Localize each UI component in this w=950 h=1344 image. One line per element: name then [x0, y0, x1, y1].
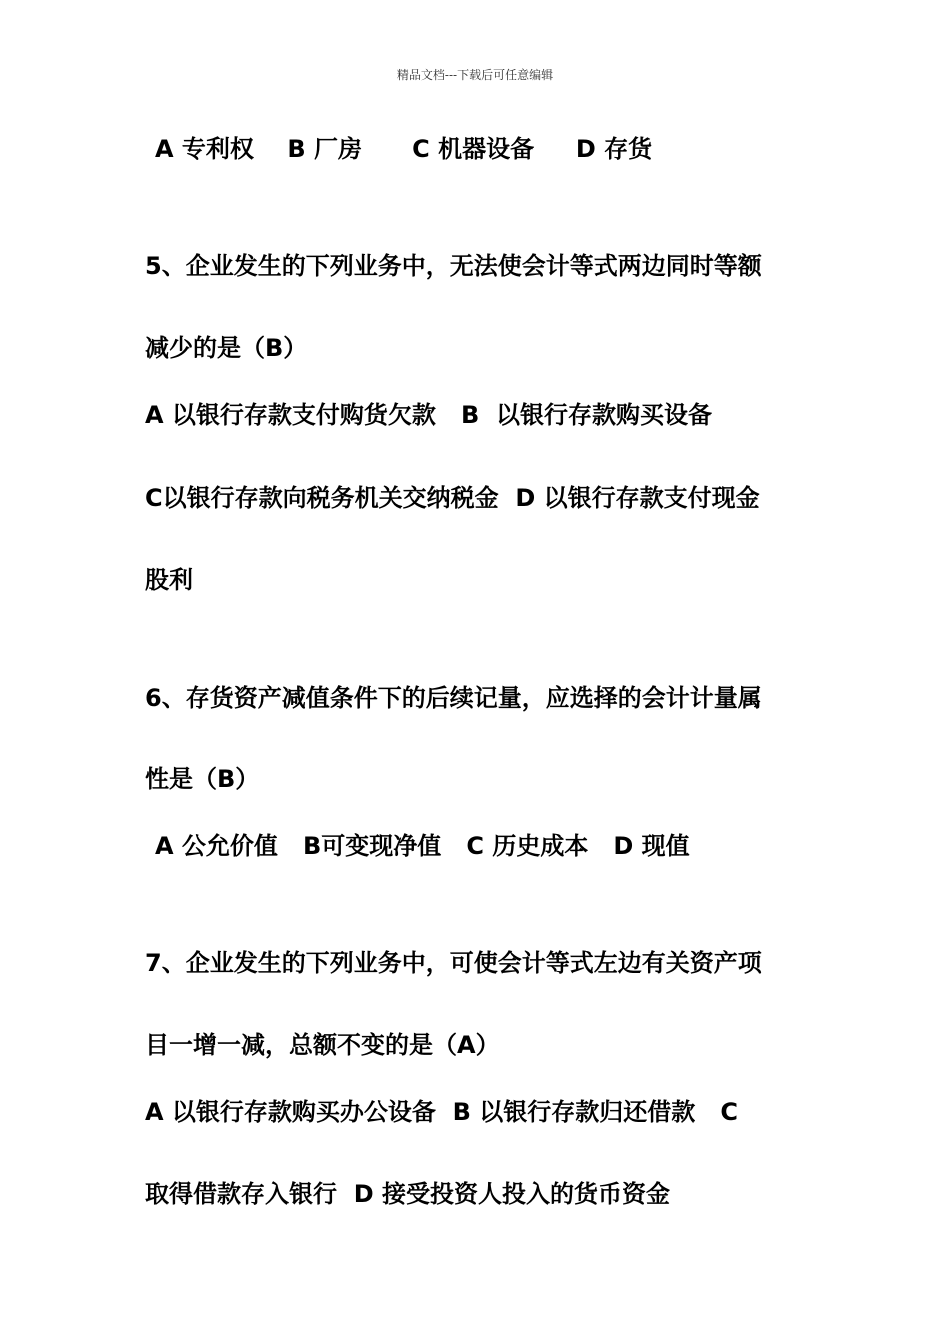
q6-stem-line2: 性是（B）: [145, 765, 260, 793]
q6-stem-line1: 6、存货资产减值条件下的后续记量，应选择的会计计量属: [145, 684, 762, 712]
q4-options: A 专利权 B 厂房 C 机器设备 D 存货: [155, 135, 653, 163]
q5-options-line1: A 以银行存款支付购货欠款 B 以银行存款购买设备: [145, 401, 712, 429]
q5-stem-line1: 5、企业发生的下列业务中，无法使会计等式两边同时等额: [145, 252, 762, 280]
q7-stem-line1: 7、企业发生的下列业务中，可使会计等式左边有关资产项: [145, 949, 762, 977]
q7-options-line2: 取得借款存入银行 D 接受投资人投入的货币资金: [145, 1180, 670, 1208]
q7-options-line1: A 以银行存款购买办公设备 B 以银行存款归还借款 C: [145, 1098, 738, 1126]
q5-stem-line2: 减少的是（B）: [145, 334, 308, 362]
q6-options: A 公允价值 B可变现净值 C 历史成本 D 现值: [155, 832, 690, 860]
page-header: 精品文档---下载后可任意编辑: [396, 68, 554, 82]
q7-stem-line2: 目一增一减，总额不变的是（A）: [145, 1031, 500, 1059]
q5-options-line2: C以银行存款向税务机关交纳税金 D 以银行存款支付现金: [145, 484, 760, 512]
q5-options-line3: 股利: [145, 566, 193, 594]
